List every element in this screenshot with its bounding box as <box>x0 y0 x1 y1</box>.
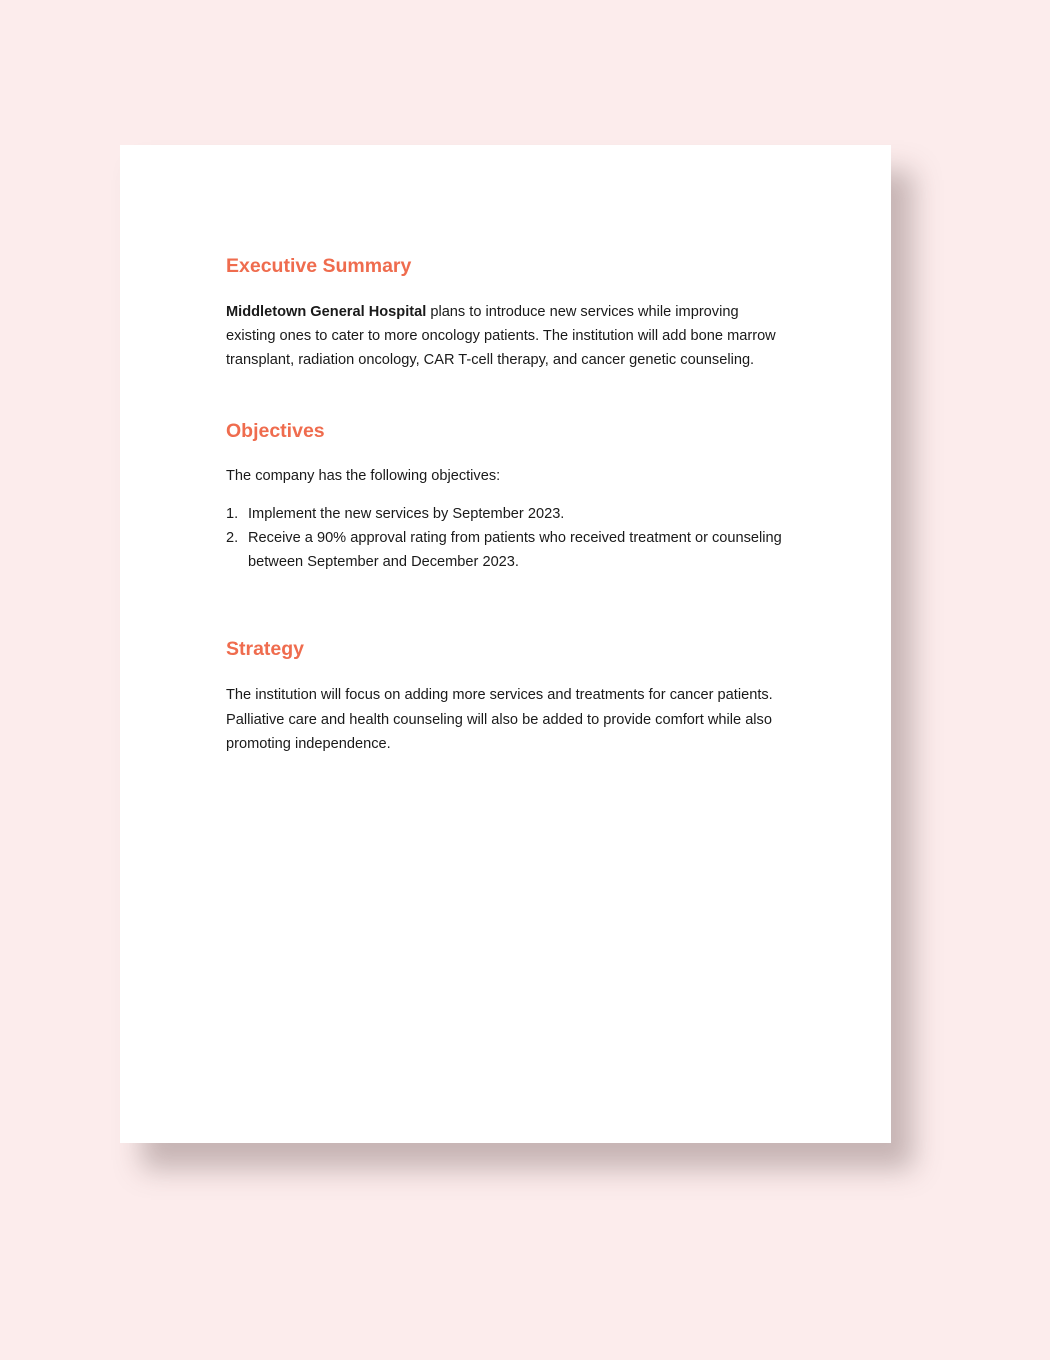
objectives-heading: Objectives <box>226 419 325 442</box>
strategy-section <box>226 636 786 756</box>
objective-item <box>226 526 786 574</box>
organization-name: Middletown General Hospital <box>226 304 427 320</box>
objectives-intro: The company has the following objectives: <box>226 467 501 484</box>
objectives-list <box>226 502 786 575</box>
document-page <box>120 145 891 1143</box>
strategy-body: The institution will focus on adding more services and treatments for cancer patients. Palliative care and health counseling will also be added to provide comfort while also promoting independence. <box>226 687 773 752</box>
document-content <box>226 253 786 756</box>
objective-item <box>226 502 786 526</box>
objective-text: Receive a 90% approval rating from patients who received treatment or counseling between September and December 2023. <box>248 530 782 571</box>
executive-summary-section <box>226 253 786 373</box>
executive-summary-body <box>226 300 786 373</box>
objective-number: 1. <box>226 505 239 522</box>
executive-summary-heading: Executive Summary <box>226 255 412 277</box>
objective-text: Implement the new services by September 2023. <box>248 505 565 522</box>
objectives-section <box>226 418 786 575</box>
executive-summary-text: plans to introduce new services while improving existing ones to cater to more oncology patients. The institution will add bone marrow transplant, radiation oncology, CAR T-cell therapy, and cancer genetic counseling. <box>226 304 776 369</box>
objective-number: 2. <box>226 530 239 547</box>
strategy-heading: Strategy <box>226 638 305 661</box>
